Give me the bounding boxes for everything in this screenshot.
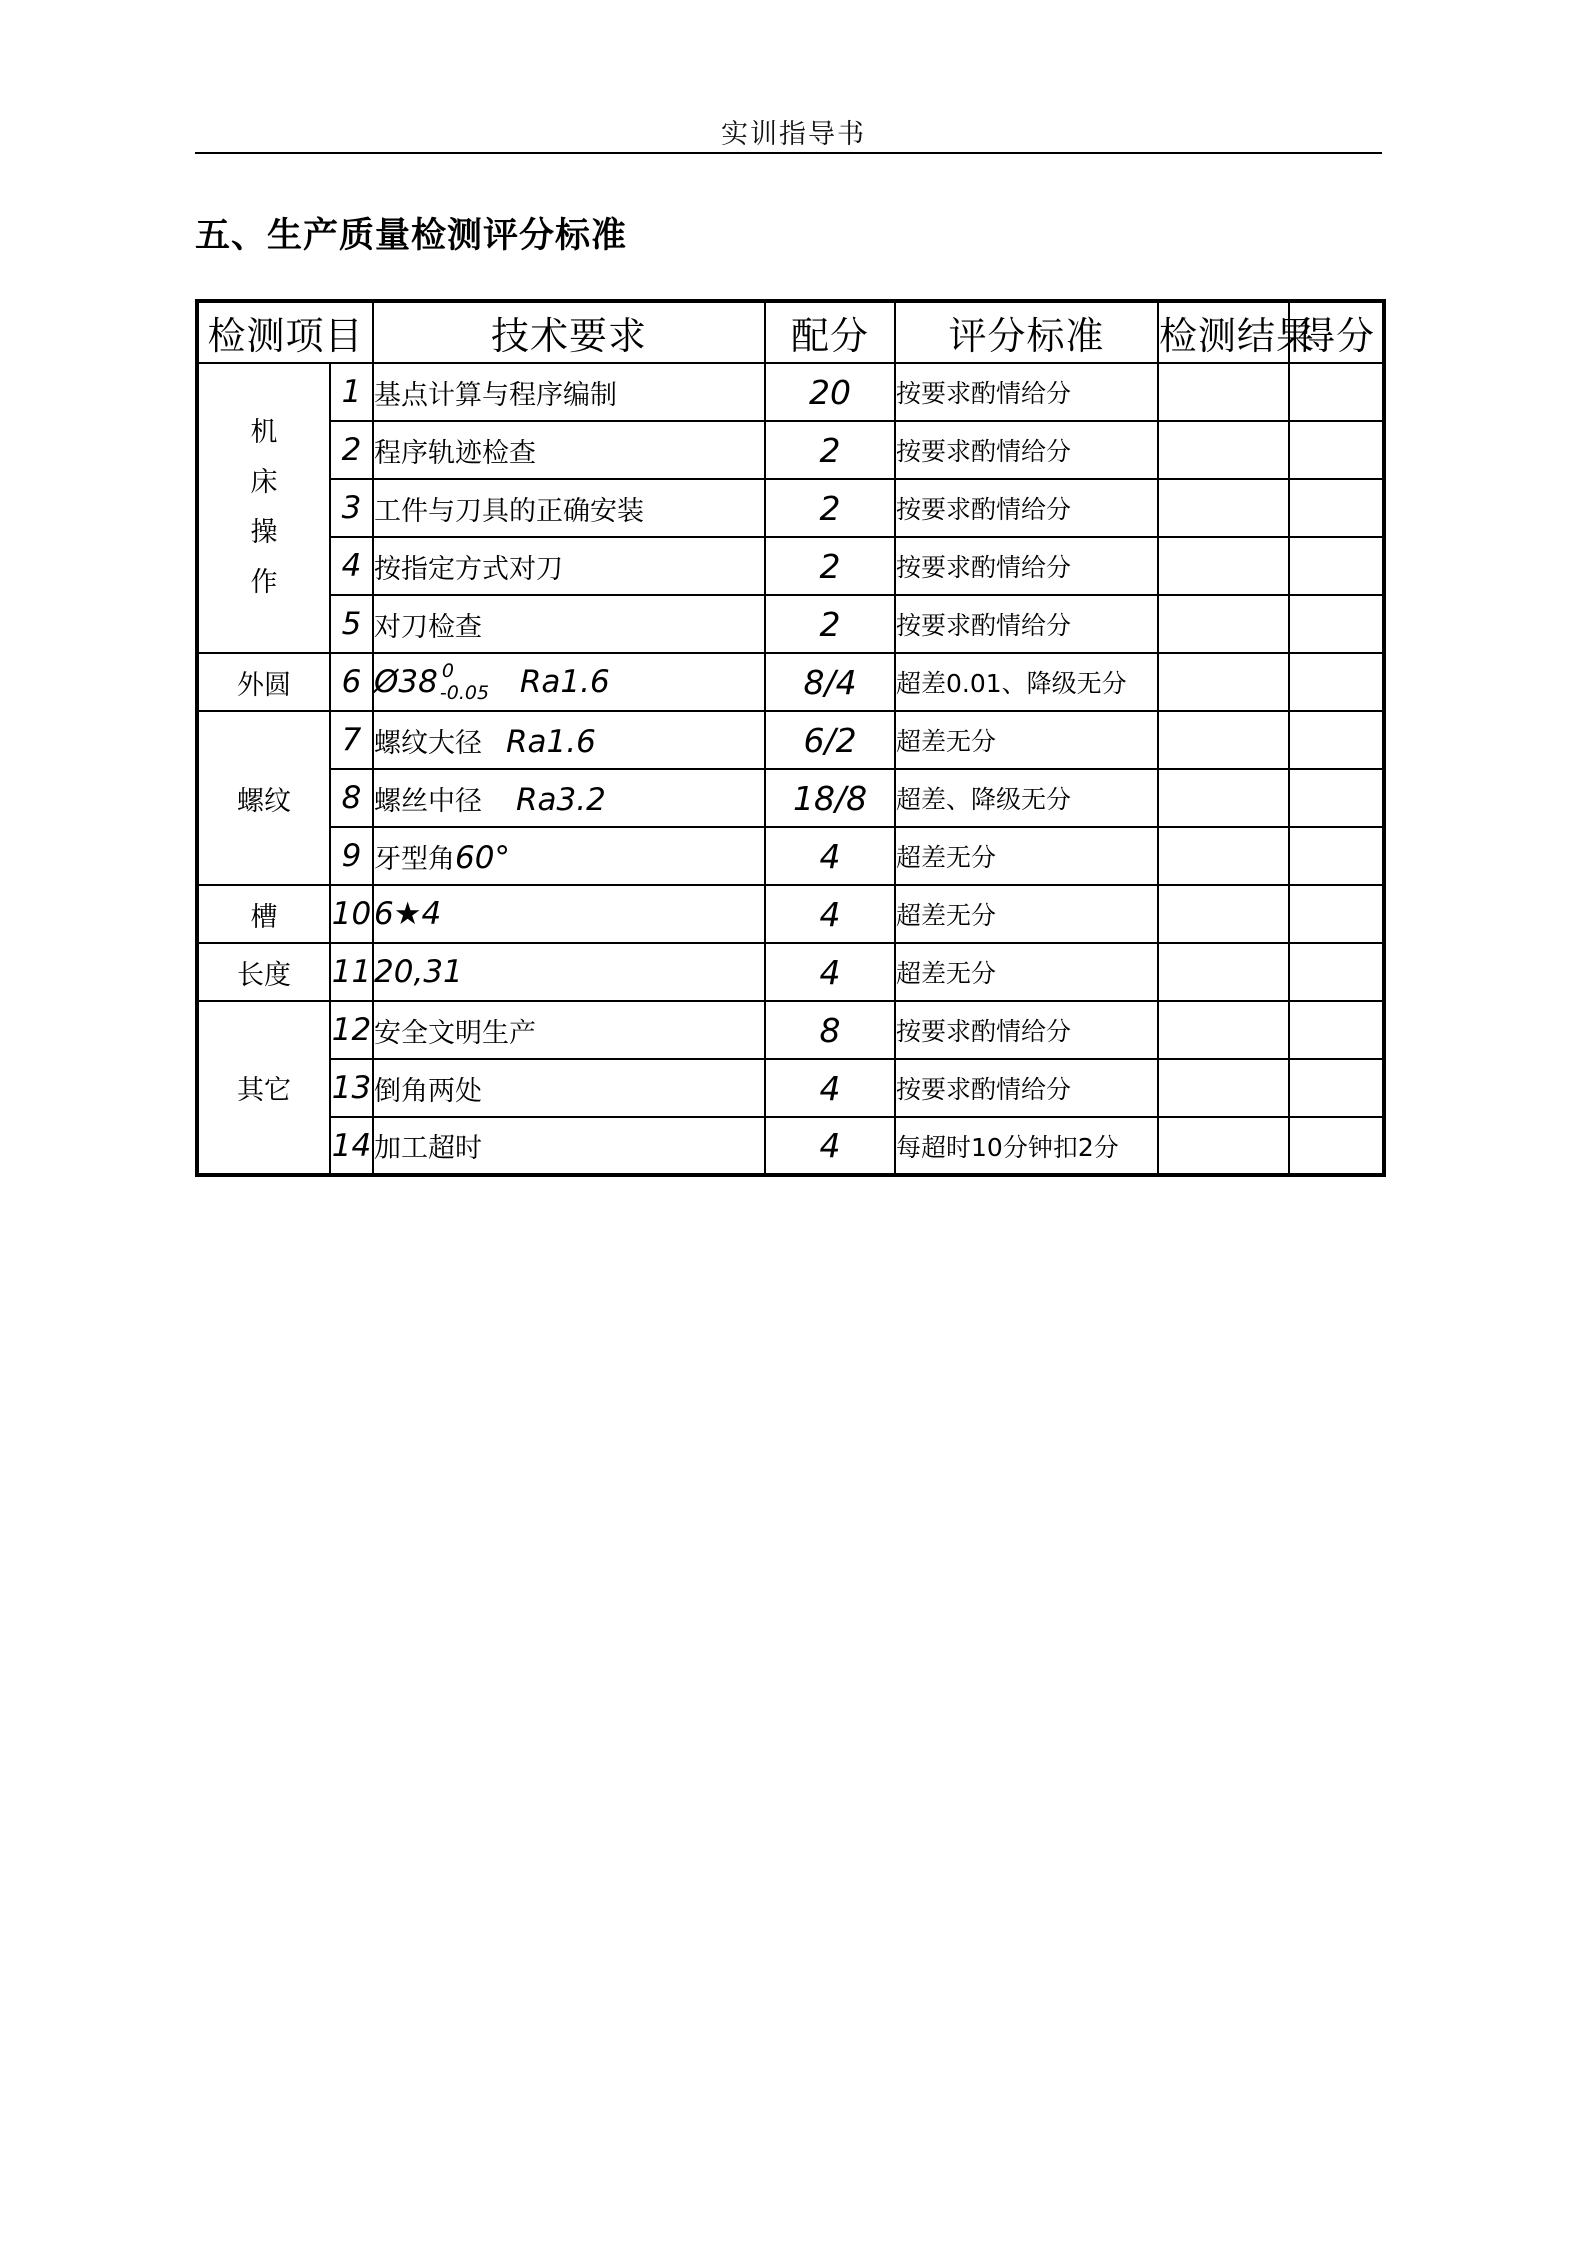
row-score: 4: [765, 827, 895, 885]
row-requirement: 工件与刀具的正确安装: [373, 479, 765, 537]
row-result-cell[interactable]: [1158, 943, 1289, 1001]
table-row: [197, 595, 1384, 653]
category-other: 其它: [197, 1001, 330, 1175]
row-requirement: 对刀检查: [373, 595, 765, 653]
row-score: 8: [765, 1001, 895, 1059]
row-criteria: 超差无分: [895, 827, 1158, 885]
row-number: 1: [330, 363, 373, 421]
table-header-row: [197, 301, 1384, 363]
row-result-cell[interactable]: [1158, 537, 1289, 595]
tolerance: [439, 659, 490, 704]
row-result-cell[interactable]: [1158, 885, 1289, 943]
row-result-cell[interactable]: [1158, 1059, 1289, 1117]
row-criteria: 每超时10分钟扣2分: [895, 1117, 1158, 1175]
row-requirement: 程序轨迹检查: [373, 421, 765, 479]
requirement-value: 20,31: [374, 954, 463, 990]
row-requirement: [373, 653, 765, 711]
row-points-cell[interactable]: [1289, 711, 1384, 769]
page-header-title: 实训指导书: [721, 119, 866, 150]
row-criteria: 按要求酌情给分: [895, 479, 1158, 537]
row-points-cell[interactable]: [1289, 363, 1384, 421]
row-points-cell[interactable]: [1289, 421, 1384, 479]
category-label: 机床操作: [250, 417, 278, 598]
category-outer-diameter: 外圆: [197, 653, 330, 711]
roughness-value: Ra1.6: [506, 723, 596, 760]
row-number: 4: [330, 537, 373, 595]
row-result-cell[interactable]: [1158, 421, 1289, 479]
category-length: 长度: [197, 943, 330, 1001]
table-row: [197, 827, 1384, 885]
row-score: 2: [765, 537, 895, 595]
row-criteria: 按要求酌情给分: [895, 363, 1158, 421]
row-number: 2: [330, 421, 373, 479]
table-row: [197, 1117, 1384, 1175]
category-machine-operation: [197, 363, 330, 653]
row-number: 10: [330, 885, 373, 943]
row-points-cell[interactable]: [1289, 885, 1384, 943]
col-header-score: 配分: [765, 301, 895, 363]
header-divider: [195, 152, 1382, 154]
row-number: 14: [330, 1117, 373, 1175]
roughness-value: Ra1.6: [519, 664, 610, 700]
row-score: 4: [765, 1117, 895, 1175]
col-header-criteria: 评分标准: [895, 301, 1158, 363]
row-criteria: 按要求酌情给分: [895, 1059, 1158, 1117]
row-result-cell[interactable]: [1158, 653, 1289, 711]
row-number: 7: [330, 711, 373, 769]
row-number: 5: [330, 595, 373, 653]
table-row: [197, 1059, 1384, 1117]
table-row: [197, 363, 1384, 421]
row-score: 2: [765, 421, 895, 479]
table-row: [197, 943, 1384, 1001]
scoring-table: [195, 299, 1386, 1177]
row-points-cell[interactable]: [1289, 653, 1384, 711]
row-points-cell[interactable]: [1289, 595, 1384, 653]
table-row: [197, 769, 1384, 827]
row-criteria: 按要求酌情给分: [895, 421, 1158, 479]
row-score: 20: [765, 363, 895, 421]
row-number: 3: [330, 479, 373, 537]
row-criteria: 按要求酌情给分: [895, 1001, 1158, 1059]
table-row: [197, 479, 1384, 537]
row-result-cell[interactable]: [1158, 479, 1289, 537]
requirement-text: 螺纹大径: [374, 727, 483, 759]
row-score: 4: [765, 1059, 895, 1117]
row-score: 4: [765, 885, 895, 943]
row-points-cell[interactable]: [1289, 537, 1384, 595]
row-score: 8/4: [765, 653, 895, 711]
row-number: 6: [330, 653, 373, 711]
row-requirement: [373, 885, 765, 943]
row-requirement: 按指定方式对刀: [373, 537, 765, 595]
row-number: 11: [330, 943, 373, 1001]
row-criteria: 超差无分: [895, 711, 1158, 769]
diameter-value: Ø38: [374, 664, 438, 700]
angle-value: 60°: [455, 839, 510, 876]
row-points-cell[interactable]: [1289, 827, 1384, 885]
row-result-cell[interactable]: [1158, 363, 1289, 421]
col-header-item: 检测项目: [197, 301, 373, 363]
table-row: [197, 653, 1384, 711]
row-result-cell[interactable]: [1158, 1001, 1289, 1059]
row-points-cell[interactable]: [1289, 943, 1384, 1001]
row-points-cell[interactable]: [1289, 1001, 1384, 1059]
table-row: [197, 1001, 1384, 1059]
row-criteria: 超差、降级无分: [895, 769, 1158, 827]
requirement-value: 6★4: [374, 896, 442, 932]
row-points-cell[interactable]: [1289, 479, 1384, 537]
row-criteria: 按要求酌情给分: [895, 595, 1158, 653]
row-criteria: 超差0.01、降级无分: [895, 653, 1158, 711]
row-number: 9: [330, 827, 373, 885]
row-requirement: 安全文明生产: [373, 1001, 765, 1059]
requirement-text: 螺丝中径: [374, 785, 483, 817]
row-criteria: 超差无分: [895, 885, 1158, 943]
tolerance-upper: 0: [441, 659, 454, 682]
row-requirement: [373, 711, 765, 769]
row-score: 6/2: [765, 711, 895, 769]
row-points-cell[interactable]: [1289, 1059, 1384, 1117]
row-score: 4: [765, 943, 895, 1001]
row-criteria: 按要求酌情给分: [895, 537, 1158, 595]
col-header-requirement: 技术要求: [373, 301, 765, 363]
requirement-text: 牙型角: [374, 843, 456, 875]
tolerance-lower: -0.05: [439, 681, 490, 704]
table-row: [197, 711, 1384, 769]
row-score: 2: [765, 595, 895, 653]
table-row: [197, 537, 1384, 595]
row-number: 8: [330, 769, 373, 827]
row-score: 2: [765, 479, 895, 537]
section-title: 五、生产质量检测评分标准: [195, 216, 628, 256]
col-header-result: 检测结果: [1158, 301, 1289, 363]
row-requirement: 加工超时: [373, 1117, 765, 1175]
col-header-points: 得分: [1289, 301, 1384, 363]
row-number: 12: [330, 1001, 373, 1059]
row-result-cell[interactable]: [1158, 595, 1289, 653]
roughness-value: Ra3.2: [516, 781, 606, 818]
row-result-cell[interactable]: [1158, 1117, 1289, 1175]
row-result-cell[interactable]: [1158, 711, 1289, 769]
row-result-cell[interactable]: [1158, 827, 1289, 885]
table-row: [197, 885, 1384, 943]
category-thread: 螺纹: [197, 711, 330, 885]
row-number: 13: [330, 1059, 373, 1117]
row-criteria: 超差无分: [895, 943, 1158, 1001]
category-groove: 槽: [197, 885, 330, 943]
row-result-cell[interactable]: [1158, 769, 1289, 827]
row-points-cell[interactable]: [1289, 1117, 1384, 1175]
row-requirement: [373, 943, 765, 1001]
row-requirement: [373, 827, 765, 885]
row-score: 18/8: [765, 769, 895, 827]
row-requirement: 基点计算与程序编制: [373, 363, 765, 421]
row-points-cell[interactable]: [1289, 769, 1384, 827]
table-row: [197, 421, 1384, 479]
row-requirement: 倒角两处: [373, 1059, 765, 1117]
row-requirement: [373, 769, 765, 827]
